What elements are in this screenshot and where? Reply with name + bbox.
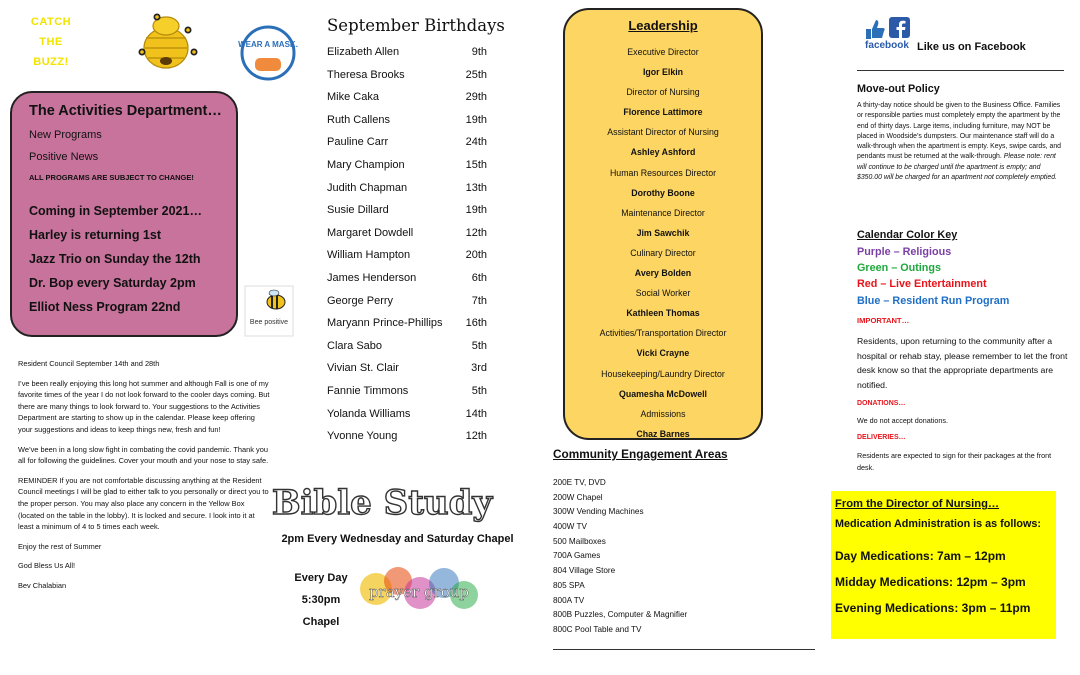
leadership-role: Maintenance Director [621,207,705,218]
divider [553,649,815,650]
leadership-name: Quamesha McDowell [619,388,707,399]
activities-box [10,91,238,337]
birthday-row [327,384,487,407]
activities-title: The Activities Department… [29,103,222,119]
color-key-purple: Purple – Religious [857,246,952,258]
leadership-role: Admissions [640,408,686,419]
facebook-brand: facebook [865,40,909,51]
birthday-day: 19th [465,113,487,126]
birthday-name: Yvonne Young [327,430,398,443]
letter-paragraph: Enjoy the rest of Summer [18,541,102,551]
medication-line: Day Medications: 7am – 12pm [835,549,1006,563]
birthday-row [327,203,487,226]
birthday-day: 9th [471,46,487,58]
birthday-name: Susie Dillard [327,204,389,217]
community-item: 700A Games [553,551,601,561]
community-item: 805 SPA [553,580,585,590]
prayer-line: 5:30pm [301,594,341,606]
leadership-name: Jim Sawchik [636,227,690,238]
birthday-name: James Henderson [327,271,417,284]
birthday-day: 12th [465,430,487,443]
birthday-name: Yolanda Williams [327,407,411,420]
mask-icon [236,25,300,81]
birthday-name: Theresa Brooks [327,68,405,81]
leadership-role: Human Resources Director [609,167,717,178]
bee-text: Bee positive [249,319,289,326]
birthday-day: 29th [465,91,487,104]
leadership-role: Housekeeping/Laundry Director [601,368,725,379]
leadership-name: Ashley Ashford [630,147,696,158]
facebook-like-icon [863,16,911,50]
birthday-day: 19th [465,204,487,217]
community-item: 804 Village Store [553,566,616,576]
birthday-day: 6th [471,271,487,284]
coming-item: Harley is returning 1st [29,228,161,242]
birthday-row [327,68,487,91]
leadership-role: Executive Director [627,47,699,57]
birthday-row [327,271,487,294]
activities-item: New Programs [29,129,102,141]
moveout-text [857,101,1067,183]
deliveries-text: Residents are expected to sign for their packages at the front desk. [857,451,1052,472]
donations-text: We do not accept donations. [857,416,948,425]
donations-heading: DONATIONS… [857,400,906,407]
community-title: Community Engagement Areas [553,447,728,461]
birthday-name: Clara Sabo [327,339,383,352]
birthday-day: 15th [465,158,487,171]
prayer-schedule [290,567,352,633]
letter-paragraph: God Bless Us All! [18,561,76,571]
birthday-row [327,113,487,136]
community-item: 300W Vending Machines [553,507,644,517]
catch-the-buzz-text [20,12,82,72]
coming-item: Jazz Trio on Sunday the 12th [29,252,201,266]
coming-heading: Coming in September 2021… [29,204,202,218]
prayer-group-banner [358,567,480,611]
birthday-day: 12th [465,226,487,239]
birthday-day: 25th [465,68,487,81]
activities-item: Positive News [29,151,99,163]
wear-a-mask-badge [236,25,300,81]
birthday-day: 14th [465,407,487,420]
birthday-row [327,339,487,362]
birthday-row [327,226,487,249]
coming-item: Dr. Bop every Saturday 2pm [29,276,196,290]
catch-line: BUZZ! [33,56,69,68]
catch-line: CATCH [30,16,72,28]
community-list [553,476,687,638]
birthday-name: Pauline Carr [327,136,389,149]
community-item: 500 Mailboxes [553,536,606,546]
leadership-name: Igor Elkin [642,67,684,78]
birthday-name: Elizabeth Allen [327,46,400,58]
leadership-role: Culinary Director [630,247,696,258]
beehive-icon [130,8,205,70]
birthday-row [327,429,487,452]
leadership-name: Vicki Crayne [636,348,690,359]
birthday-day: 20th [465,249,487,262]
leadership-role: Social Worker [635,288,691,299]
birthday-row [327,135,487,158]
birthdays-list [327,45,487,452]
community-item: 800B Puzzles, Computer & Magnifier [553,610,688,620]
birthday-row [327,158,487,181]
coming-item: Elliot Ness Program 22nd [29,300,181,314]
prayer-line: Every Day [294,572,348,584]
birthday-day: 5th [471,384,487,397]
moveout-note: Please note: rent will continue to be charged until the apartment is empty; and $350.00 will be charged for an apartment not completely emptied. [857,153,1057,182]
birthday-name: Maryann Prince-Phillips [327,317,443,330]
community-item: 400W TV [553,522,587,532]
birthday-day: 13th [465,181,487,194]
letter-paragraph: REMINDER If you are not comfortable discussing anything at the Resident Council meetings I will be glad to either talk to you personally or direct you to the proper person. You may also place any concern in the Yellow Box (located on the table in the lobby). It is locked and secure. I look into it at least a minimum of 4 to 5 times each week. [18,475,269,532]
catch-line: THE [39,36,63,48]
director-of-nursing-box [831,491,1056,639]
birthday-row [327,316,487,339]
birthday-name: Margaret Dowdell [327,226,414,239]
leadership-name: Avery Bolden [634,268,692,279]
birthday-day: 5th [471,339,487,352]
birthday-name: Mary Champion [327,158,405,171]
birthday-row [327,45,487,68]
birthday-name: Ruth Callens [327,113,390,126]
birthday-day: 3rd [471,362,487,375]
leadership-name: Florence Lattimore [623,107,703,118]
birthday-row [327,294,487,317]
color-key-red: Red – Live Entertainment [857,278,987,290]
leadership-name: Kathleen Thomas [626,308,700,319]
community-item: 800C Pool Table and TV [553,624,642,634]
mask-text: WEAR A MASK. [238,40,298,49]
prayer-group-text: prayer group [368,583,470,601]
community-item: 200W Chapel [553,492,603,502]
leadership-role: Assistant Director of Nursing [607,127,719,138]
birthday-day: 16th [465,317,487,330]
leadership-box [563,8,763,440]
color-key-blue: Blue – Resident Run Program [857,295,1010,307]
nursing-subtitle: Medication Administration is as follows: [835,518,1041,530]
resident-council-letter [18,358,270,600]
birthday-day: 7th [471,294,487,307]
birthday-row [327,181,487,204]
facebook-like-text[interactable]: Like us on Facebook [917,41,1026,53]
birthday-name: Fannie Timmons [327,384,409,397]
birthday-row [327,407,487,430]
birthday-name: Vivian St. Clair [327,362,399,375]
birthdays-title: September Birthdays [327,16,505,35]
birthday-name: George Perry [327,294,394,307]
bible-study-title [271,478,493,524]
color-key-title: Calendar Color Key [857,229,958,241]
leadership-title: Leadership [628,18,698,33]
leadership-list [565,42,761,444]
birthday-day: 24th [465,136,487,149]
letter-signature: Bev Chalabian [18,580,67,590]
prayer-line: Chapel [302,616,340,628]
letter-paragraph: We’ve been in a long slow fight in combating the covid pandemic. Thank you all for following the guidelines. Cover your mouth and your nose to stay safe. [18,444,269,466]
deliveries-heading: DELIVERIES… [857,434,906,441]
medication-line: Midday Medications: 12pm – 3pm [835,575,1026,589]
birthday-row [327,90,487,113]
birthday-row [327,248,487,271]
important-heading: IMPORTANT… [857,316,910,325]
birthday-name: William Hampton [327,249,411,262]
birthday-name: Judith Chapman [327,181,408,194]
color-key-green: Green – Outings [857,262,941,274]
moveout-body: A thirty-day notice should be given to the Business Office. Families or responsible parties must completely empty the apartment by the end of thirty days. Large items, including furniture, may NOT be placed in Woodside’s dumpsters. Our maintenance staff will do a walk-through when the apartment is empty. Keys, swipe cards, and pendants must be returned at the walk-through. [857,102,1062,161]
bible-title-text: Bible Study [271,483,493,523]
leadership-name: Chaz Barnes [636,428,690,439]
important-text: Residents, upon returning to the community after a hospital or rehab stay, please remember to let the front desk know so that the appropriate departments are notified. [857,336,1068,390]
birthday-row [327,361,487,384]
moveout-title: Move-out Policy [857,83,940,95]
leadership-role: Activities/Transportation Director [599,328,727,339]
leadership-role: Director of Nursing [626,87,700,98]
community-item: 200E TV, DVD [553,478,606,487]
letter-paragraph: I’ve been really enjoying this long hot summer and although Fall is one of my favorite times of the year I do not look forward to the cooler days coming. But there are many things to look forward to. Your suggestions to the Activities Department are starting to show up in the calendar. Please keep offering your suggestions and ideas to keep things new, fresh and fun! [18,378,270,434]
birthday-name: Mike Caka [327,91,379,104]
letter-heading: Resident Council September 14th and 28th [18,359,160,368]
divider [857,70,1064,71]
bible-schedule: 2pm Every Wednesday and Saturday Chapel [281,533,514,545]
community-item: 800A TV [553,595,585,605]
leadership-name: Dorothy Boone [631,187,695,198]
medication-line: Evening Medications: 3pm – 11pm [835,601,1031,615]
activities-note: ALL PROGRAMS ARE SUBJECT TO CHANGE! [29,173,194,182]
bee-positive-icon [244,282,294,340]
nursing-title: From the Director of Nursing… [835,498,1000,510]
